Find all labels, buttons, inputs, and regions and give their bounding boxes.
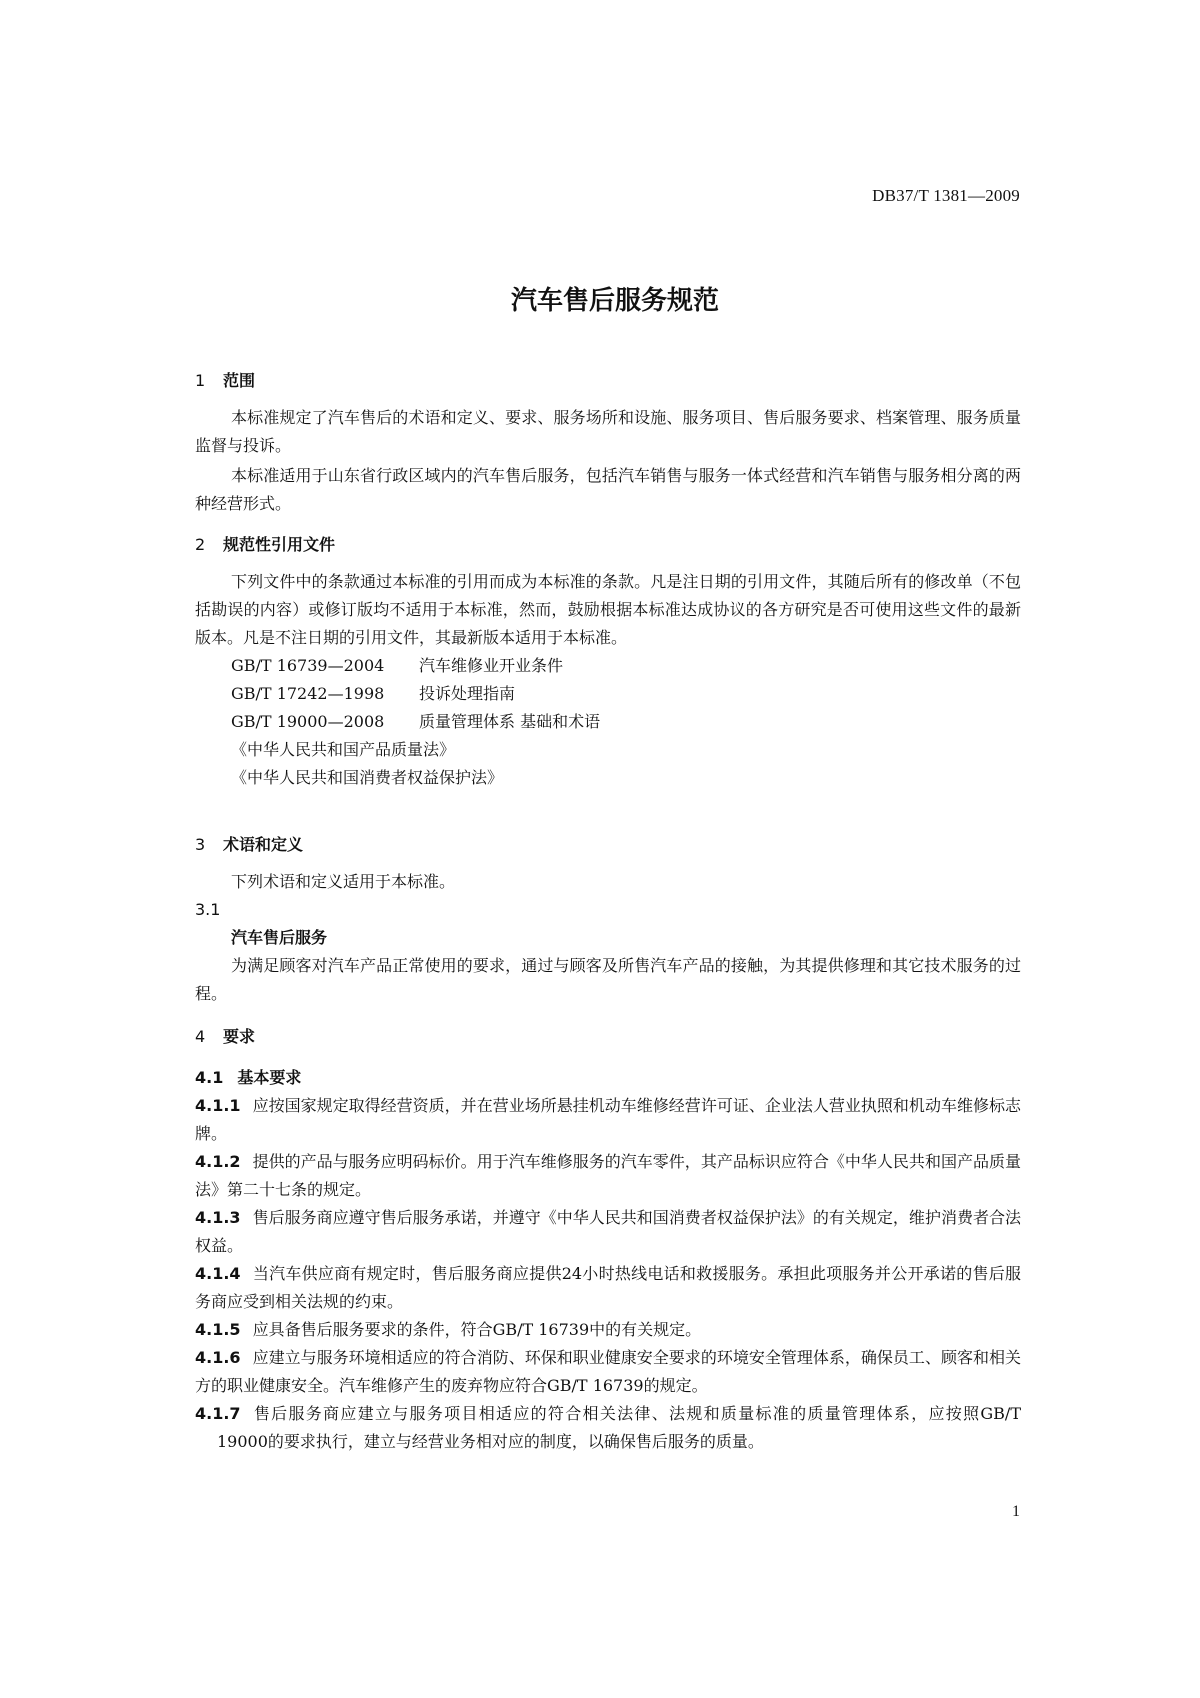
clause-4-1-4 [195,1260,1021,1316]
subsection-heading [195,1064,1021,1092]
reference-code: GB/T 19000—2008 [231,712,385,731]
term-name: 汽车售后服务 [231,928,328,947]
reference-name: 汽车维修业开业条件 [419,656,564,675]
section-heading-normative-references [195,532,1021,558]
reference-item [195,652,1021,680]
paragraph: 下列术语和定义适用于本标准。 [231,872,456,891]
term-definition: 为满足顾客对汽车产品正常使用的要求，通过与顾客及所售汽车产品的接触，为其提供修理和其它技术服务的过程。 [195,956,1021,1003]
reference-law: 《中华人民共和国消费者权益保护法》 [231,768,504,787]
standard-code: DB37/T 1381—2009 [872,186,1020,205]
section-number: 2 [195,535,206,554]
clause-text: 售后服务商应建立与服务项目相适应的符合相关法律、法规和质量标准的质量管理体系，应按照GB/T 19000的要求执行，建立与经营业务相对应的制度，以确保售后服务的质量。 [217,1404,1021,1451]
clause-number: 4.1.1 [195,1096,241,1115]
section-number: 1 [195,371,206,390]
reference-item [195,680,1021,708]
clause-text: 提供的产品与服务应明码标价。用于汽车维修服务的汽车零件，其产品标识应符合《中华人民共和国产品质量法》第二十七条的规定。 [195,1152,1021,1199]
subsection-number: 4.1 [195,1068,224,1087]
clause-4-1-1 [195,1092,1021,1148]
section-number: 4 [195,1027,206,1046]
clause-4-1-3 [195,1204,1021,1260]
clause-number: 4.1.2 [195,1152,241,1171]
section-title: 要求 [223,1027,256,1046]
section-heading-scope [195,368,1021,394]
page-title: 汽车售后服务规范 [510,286,719,316]
clause-number: 4.1.6 [195,1348,241,1367]
reference-item [195,708,1021,736]
section-title: 规范性引用文件 [223,535,336,554]
subsection-title: 基本要求 [237,1068,302,1087]
section-heading-terms [195,832,1021,858]
reference-name: 质量管理体系 基础和术语 [419,712,601,731]
clause-text: 当汽车供应商有规定时，售后服务商应提供24小时热线电话和救援服务。承担此项服务并公开承诺的售后服务商应受到相关法规的约束。 [195,1264,1021,1311]
clause-4-1-7 [195,1400,1021,1456]
reference-code: GB/T 17242—1998 [231,684,385,703]
clause-text: 售后服务商应遵守售后服务承诺，并遵守《中华人民共和国消费者权益保护法》的有关规定，维护消费者合法权益。 [195,1208,1021,1255]
document-body [195,368,1021,1456]
section-number: 3 [195,835,206,854]
reference-code: GB/T 16739—2004 [231,656,385,675]
section-title: 术语和定义 [223,835,304,854]
clause-text: 应按国家规定取得经营资质，并在营业场所悬挂机动车维修经营许可证、企业法人营业执照和机动车维修标志牌。 [195,1096,1021,1143]
reference-law: 《中华人民共和国产品质量法》 [231,740,456,759]
reference-name: 投诉处理指南 [419,684,516,703]
clause-4-1-5 [195,1316,1021,1344]
clause-text: 应建立与服务环境相适应的符合消防、环保和职业健康安全要求的环境安全管理体系，确保员工、顾客和相关方的职业健康安全。汽车维修产生的废弃物应符合GB/T 16739的规定。 [195,1348,1021,1395]
clause-number: 4.1.5 [195,1320,241,1339]
paragraph: 本标准适用于山东省行政区域内的汽车售后服务，包括汽车销售与服务一体式经营和汽车销售与服务相分离的两种经营形式。 [195,466,1021,513]
section-title: 范围 [223,371,256,390]
clause-number: 4.1.7 [195,1404,241,1423]
term-number: 3.1 [195,900,221,919]
clause-4-1-6 [195,1344,1021,1400]
clause-text: 应具备售后服务要求的条件，符合GB/T 16739中的有关规定。 [252,1320,702,1339]
section-heading-requirements [195,1024,1021,1050]
page-number: 1 [1012,1503,1020,1520]
paragraph: 下列文件中的条款通过本标准的引用而成为本标准的条款。凡是注日期的引用文件，其随后所有的修改单（不包括勘误的内容）或修订版均不适用于本标准，然而，鼓励根据本标准达成协议的各方研究是否可使用这些文件的最新版本。凡是不注日期的引用文件，其最新版本适用于本标准。 [195,572,1021,647]
clause-number: 4.1.3 [195,1208,241,1227]
clause-4-1-2 [195,1148,1021,1204]
clause-number: 4.1.4 [195,1264,241,1283]
paragraph: 本标准规定了汽车售后的术语和定义、要求、服务场所和设施、服务项目、售后服务要求、档案管理、服务质量监督与投诉。 [195,408,1021,455]
